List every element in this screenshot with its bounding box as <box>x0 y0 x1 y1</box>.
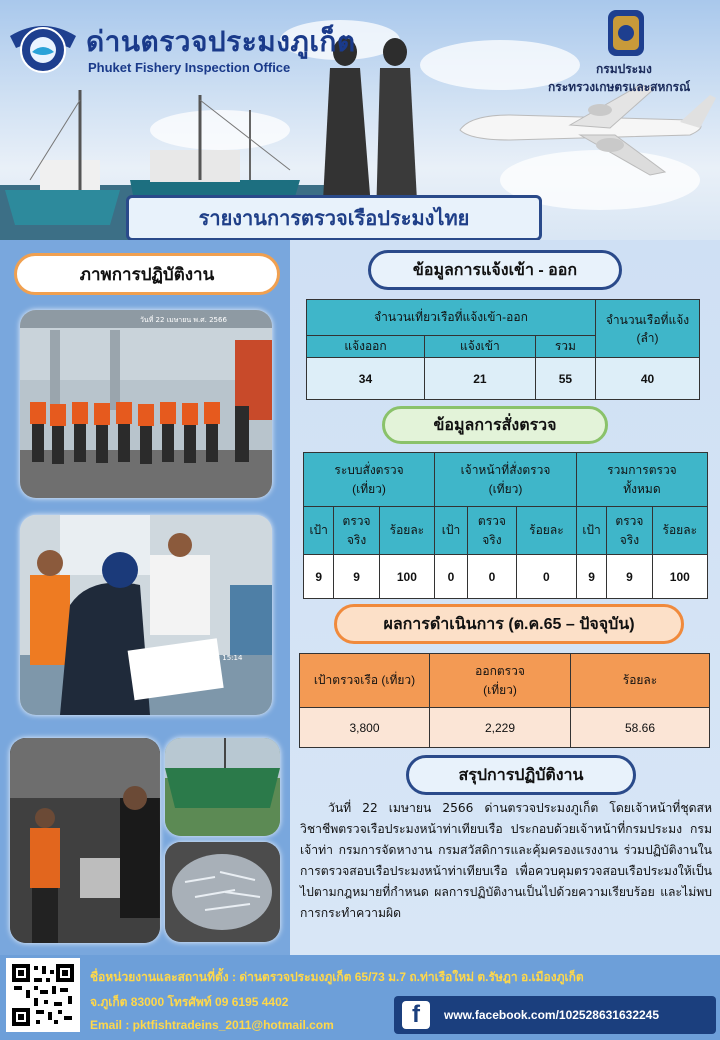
order-sub-actual-l2: จริง <box>619 532 640 547</box>
photo-night-inspection-image <box>10 738 160 943</box>
notify-val-in: 21 <box>424 358 535 400</box>
photo2-timestamp: 22 เมษ. 2023 15:14 <box>175 654 243 662</box>
order-sub-actual-l1: ตรวจ <box>615 513 644 528</box>
order-table <box>303 452 708 599</box>
order-sub-actual-l2: จริง <box>482 532 502 547</box>
department-name: กรมประมง <box>596 62 652 76</box>
order-sub-actual <box>467 507 516 555</box>
photo-boat-hull-image <box>165 738 280 836</box>
footer-address-line1: ชื่อหน่วยงานและสถานที่ตั้ง : ด่านตรวจประมงภูเก็ต 65/73 ม.7 ถ.ท่าเรือใหม่ ต.รัษฎา อ.เมืองภูเก็ต <box>90 970 584 984</box>
order-group-system <box>304 453 435 507</box>
order-sub-target: เป้า <box>576 507 606 555</box>
report-title-box <box>126 195 542 240</box>
notify-val-total: 55 <box>535 358 595 400</box>
notify-boats-header-label: จำนวนเรือที่แจ้ง (ลำ) <box>605 312 690 345</box>
order-sub-actual-l2: จริง <box>346 532 367 547</box>
order-heading <box>382 406 608 444</box>
office-name-thai: ด่านตรวจประมงภูเก็ต <box>86 26 356 57</box>
order-group-total-l2: ทั้งหมด <box>623 481 661 496</box>
department-seal-icon <box>596 8 656 58</box>
header-banner <box>0 0 720 240</box>
facebook-icon: f <box>402 1001 430 1029</box>
order-group-total <box>576 453 707 507</box>
result-val-target: 3,800 <box>300 708 430 748</box>
footer-address-line2: จ.ภูเก็ต 83000 โทรศัพท์ 09 6195 4402 <box>90 995 289 1009</box>
ministry-name: กระทรวงเกษตรและสหกรณ์ <box>548 80 691 94</box>
order-sub-percent: ร้อยละ <box>379 507 434 555</box>
order-sub-actual-l1: ตรวจ <box>342 513 371 528</box>
order-val: 100 <box>379 555 434 599</box>
order-val: 9 <box>334 555 379 599</box>
notify-col-out: แจ้งออก <box>307 336 425 358</box>
order-sub-actual <box>334 507 379 555</box>
result-col-done-l1: ออกตรวจ <box>475 663 525 678</box>
notify-boats-header <box>596 300 700 358</box>
order-val: 0 <box>516 555 576 599</box>
notify-col-total: รวม <box>535 336 595 358</box>
notify-table <box>306 299 700 400</box>
result-heading-label: ผลการดำเนินการ (ต.ค.65 – ปัจจุบัน) <box>383 615 635 633</box>
photo-fish-catch <box>165 842 280 942</box>
photo-night-inspection <box>10 738 160 943</box>
order-val: 100 <box>652 555 707 599</box>
order-sub-actual-l1: ตรวจ <box>477 513 506 528</box>
order-group-officer-l1: เจ้าหน้าที่สั่งตรวจ <box>460 462 551 477</box>
summary-heading <box>406 755 636 795</box>
notify-heading <box>368 250 622 290</box>
result-heading <box>334 604 684 644</box>
photo-document-check <box>20 515 272 715</box>
photo-fish-catch-image <box>165 842 280 942</box>
photos-heading-label: ภาพการปฏิบัติงาน <box>79 264 215 284</box>
facebook-url[interactable]: www.facebook.com/102528631632245 <box>444 1008 660 1022</box>
result-col-target: เป้าตรวจเรือ (เที่ยว) <box>300 654 430 708</box>
result-col-done <box>430 654 571 708</box>
order-group-system-l2: (เที่ยว) <box>352 481 386 496</box>
order-group-officer <box>435 453 577 507</box>
order-sub-target: เป้า <box>435 507 468 555</box>
result-col-done-l2: (เที่ยว) <box>483 682 517 697</box>
order-val: 9 <box>607 555 652 599</box>
notify-group-header: จำนวนเที่ยวเรือที่แจ้งเข้า-ออก <box>307 300 596 336</box>
result-col-percent: ร้อยละ <box>571 654 710 708</box>
result-table <box>299 653 710 748</box>
order-group-system-l1: ระบบสั่งตรวจ <box>334 462 404 477</box>
report-title: รายงานการตรวจเรือประมงไทย <box>198 208 470 230</box>
office-name-english: Phuket Fishery Inspection Office <box>88 60 291 75</box>
photo-document-check-image <box>20 515 272 715</box>
facebook-link[interactable] <box>394 996 716 1034</box>
order-group-officer-l2: (เที่ยว) <box>488 481 523 496</box>
fishery-badge-icon <box>8 16 78 78</box>
qr-code-icon[interactable] <box>6 958 80 1032</box>
result-val-done: 2,229 <box>430 708 571 748</box>
summary-text: วันที่ 22 เมษายน 2566 ด่านตรวจประมงภูเก็ต โดยเจ้าหน้าที่ชุดสหวิชาชีพตรวจเรือประมงหน้าท่าเทียบเรือ ประกอบด้วยเจ้าหน้าที่กรมประมง กรมเจ้าท่า กรมการจัดหางาน กรมสวัสดิการและคุ้มครองแรงงาน ร่วมปฏิบัติงานในการตรวจสอบเรือประมงหน้าท่าเทียบเรือ เพื่อควบคุมตรวจสอบเรือประมงให้เป็นไปตามกฎหมายที่กำหนด ผลการปฏิบัติงานเป็นไปด้วยความเรียบร้อย และไม่พบการกระทำความผิด <box>300 801 712 920</box>
notify-heading-label: ข้อมูลการแจ้งเข้า - ออก <box>412 261 578 279</box>
order-sub-target: เป้า <box>304 507 334 555</box>
order-val: 0 <box>435 555 468 599</box>
order-val: 9 <box>304 555 334 599</box>
result-val-percent: 58.66 <box>571 708 710 748</box>
notify-col-in: แจ้งเข้า <box>424 336 535 358</box>
footer-email[interactable]: Email : pktfishtradeins_2011@hotmail.com <box>90 1018 334 1032</box>
photos-heading <box>14 253 280 295</box>
notify-val-boats: 40 <box>596 358 700 400</box>
photo-crew-lineup-image <box>20 310 272 498</box>
order-val: 9 <box>576 555 606 599</box>
order-sub-actual <box>607 507 652 555</box>
order-sub-percent: ร้อยละ <box>652 507 707 555</box>
photo-boat-hull <box>165 738 280 836</box>
order-group-total-l1: รวมการตรวจ <box>607 462 677 477</box>
notify-val-out: 34 <box>307 358 425 400</box>
order-sub-percent: ร้อยละ <box>516 507 576 555</box>
summary-heading-label: สรุปการปฏิบัติงาน <box>458 766 584 784</box>
order-heading-label: ข้อมูลการสั่งตรวจ <box>433 416 557 434</box>
order-val: 0 <box>467 555 516 599</box>
photo1-timestamp: วันที่ 22 เมษายน พ.ศ. 2566 <box>140 316 227 324</box>
photo-crew-lineup <box>20 310 272 498</box>
